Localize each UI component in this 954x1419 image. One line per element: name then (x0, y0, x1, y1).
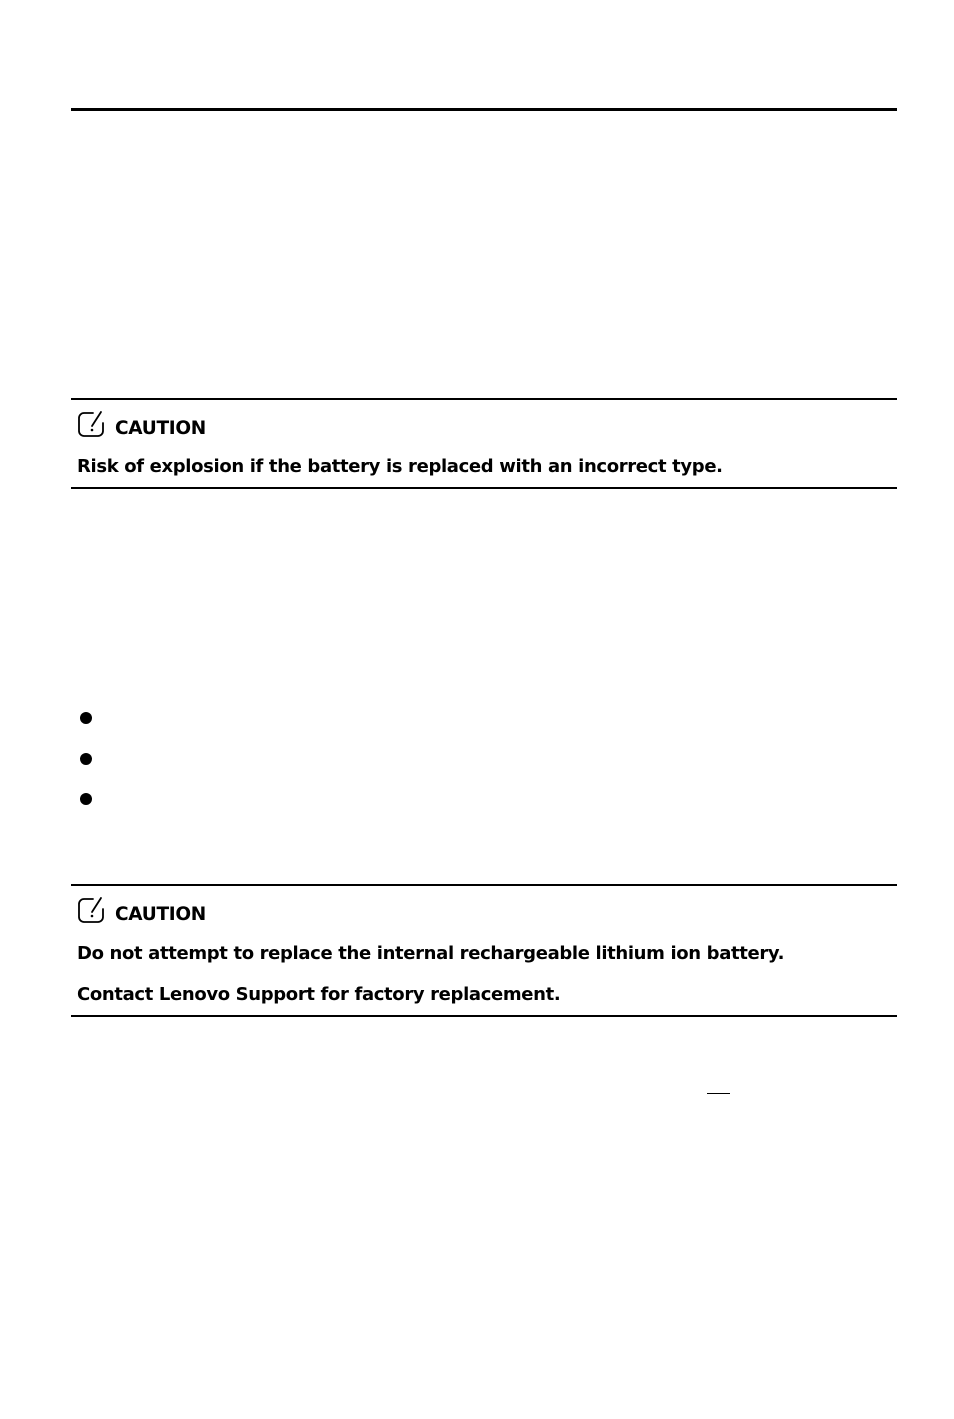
caution-header (77, 896, 206, 924)
bullet-marker (80, 793, 92, 805)
caution-label: CAUTION (115, 417, 206, 439)
caution-header (77, 410, 206, 438)
caution-text: Do not attempt to replace the internal rechargeable lithium ion battery. Contact Lenovo Support for factory replacement. (77, 943, 785, 1005)
caution-icon (77, 410, 105, 438)
caution-text: Risk of explosion if the battery is replaced with an incorrect type. (77, 456, 723, 477)
caution-icon (77, 896, 105, 924)
bullet-marker (80, 753, 92, 765)
short-dash (707, 1093, 730, 1094)
caution-box (71, 398, 897, 489)
caution-box (71, 884, 897, 1017)
top-rule (71, 108, 897, 111)
bullet-marker (80, 712, 92, 724)
caution-label: CAUTION (115, 903, 206, 925)
